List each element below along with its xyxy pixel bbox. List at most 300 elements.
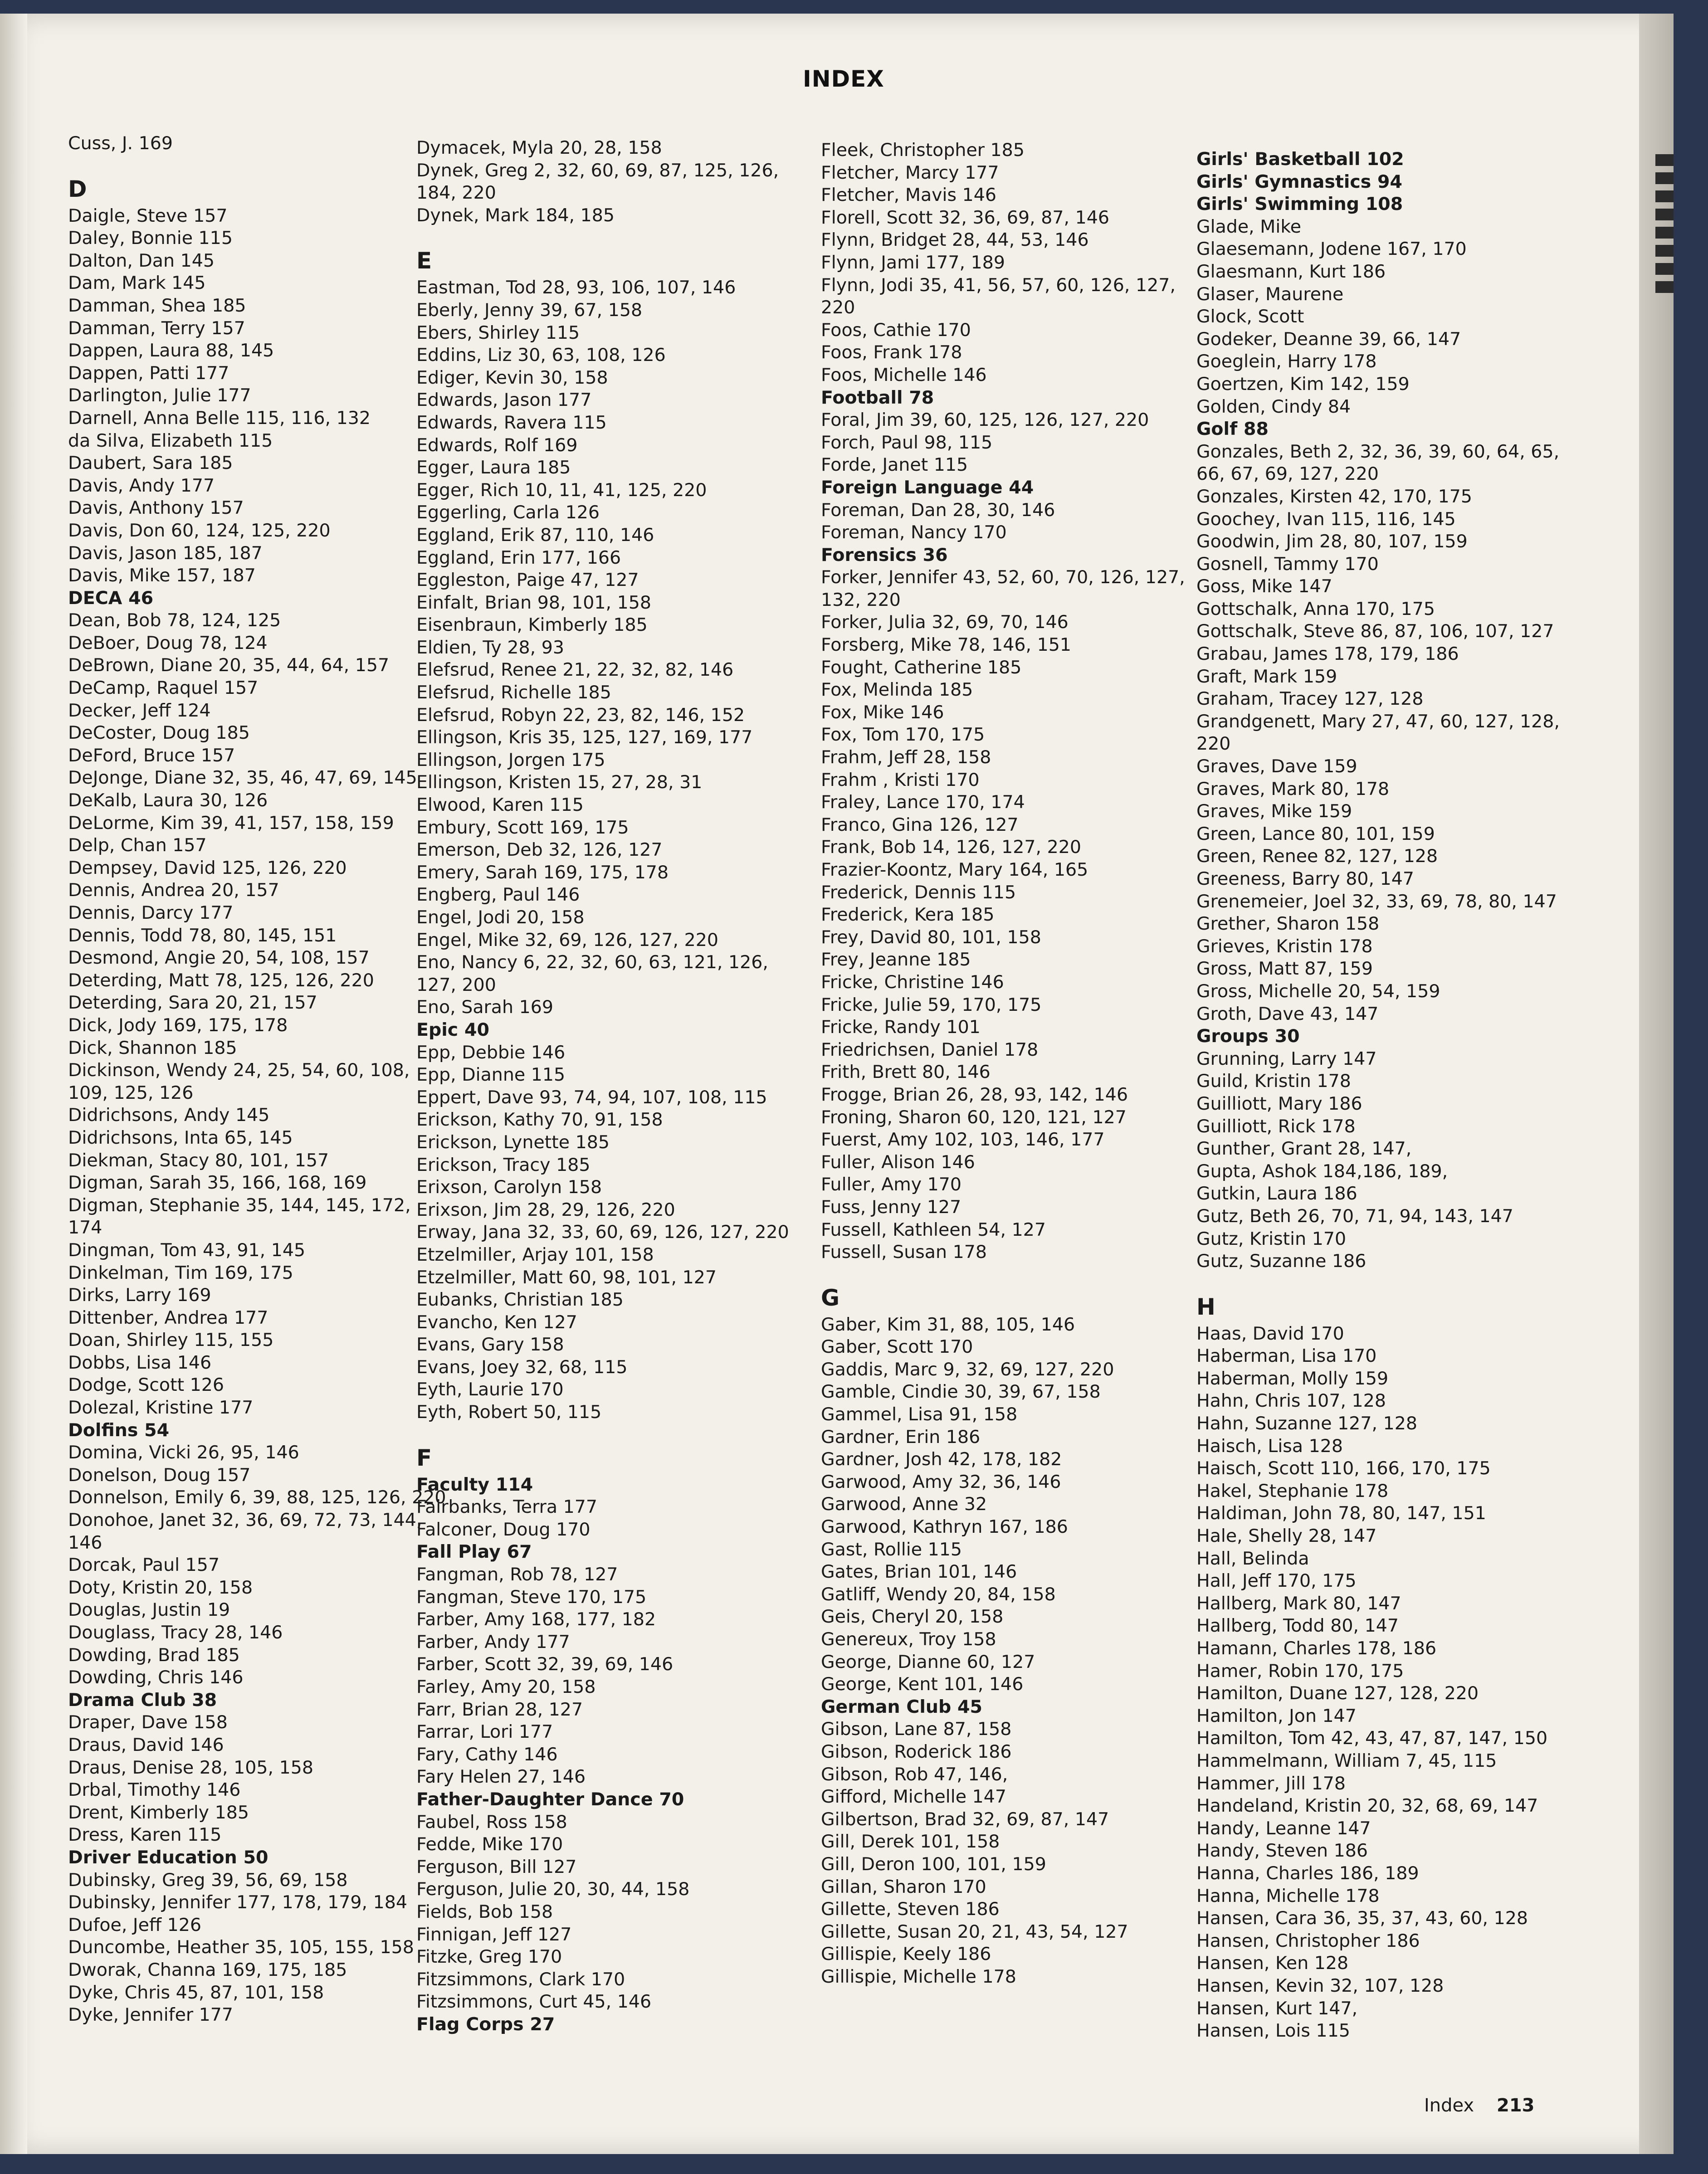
- name-entry: Fox, Melinda 185: [821, 679, 973, 701]
- name-entry: Douglas, Justin 19: [68, 1599, 230, 1621]
- name-entry: Damman, Shea 185: [68, 295, 246, 316]
- name-entry: Gottschalk, Steve 86, 87, 106, 107, 127: [1196, 621, 1554, 642]
- name-entry: Evans, Gary 158: [416, 1334, 564, 1355]
- section-letter: E: [416, 248, 432, 274]
- name-entry: Goodwin, Jim 28, 80, 107, 159: [1196, 531, 1468, 552]
- name-entry: DeLorme, Kim 39, 41, 157, 158, 159: [68, 812, 394, 834]
- name-entry: Franco, Gina 126, 127: [821, 814, 1019, 835]
- topic-entry: Driver Education 50: [68, 1847, 268, 1868]
- section-letter: G: [821, 1284, 840, 1311]
- name-entry: Erixson, Carolyn 158: [416, 1177, 602, 1198]
- index-page: [0, 14, 1674, 2154]
- name-entry: Hahn, Chris 107, 128: [1196, 1390, 1386, 1412]
- index-column-2: [416, 137, 789, 2036]
- topic-entry: Drama Club 38: [68, 1689, 217, 1711]
- name-entry: Goeglein, Harry 178: [1196, 351, 1377, 372]
- section-gap: [68, 155, 446, 173]
- name-entry: 132, 220: [821, 589, 901, 610]
- name-entry: DeBoer, Doug 78, 124: [68, 632, 268, 653]
- name-entry: Handeland, Kristin 20, 32, 68, 69, 147: [1196, 1795, 1538, 1817]
- name-entry: Geis, Cheryl 20, 158: [821, 1606, 1004, 1628]
- name-entry: Foreman, Nancy 170: [821, 522, 1007, 543]
- name-entry: Grabau, James 178, 179, 186: [1196, 643, 1459, 665]
- name-entry: Haisch, Scott 110, 166, 170, 175: [1196, 1458, 1491, 1479]
- name-entry: Gatliff, Wendy 20, 84, 158: [821, 1584, 1056, 1605]
- name-entry: Eubanks, Christian 185: [416, 1289, 624, 1311]
- name-entry: Eldien, Ty 28, 93: [416, 637, 564, 658]
- name-entry: Erway, Jana 32, 33, 60, 69, 126, 127, 220: [416, 1222, 789, 1243]
- name-entry: Fields, Bob 158: [416, 1901, 553, 1922]
- name-entry: Delp, Chan 157: [68, 835, 207, 856]
- name-entry: Frederick, Kera 185: [821, 904, 995, 926]
- name-entry: Edwards, Ravera 115: [416, 412, 607, 433]
- name-entry: Greeness, Barry 80, 147: [1196, 868, 1414, 889]
- name-entry: Dodge, Scott 126: [68, 1375, 224, 1396]
- name-entry: Emery, Sarah 169, 175, 178: [416, 862, 669, 883]
- name-entry: Davis, Jason 185, 187: [68, 542, 263, 564]
- name-entry: Dennis, Andrea 20, 157: [68, 880, 279, 901]
- name-entry: Dolezal, Kristine 177: [68, 1397, 254, 1418]
- name-entry: Goss, Mike 147: [1196, 576, 1332, 597]
- name-entry: Fraley, Lance 170, 174: [821, 792, 1025, 813]
- name-entry: Donnelson, Emily 6, 39, 88, 125, 126, 220: [68, 1487, 446, 1508]
- name-entry: Froning, Sharon 60, 120, 121, 127: [821, 1106, 1127, 1128]
- name-entry: Decker, Jeff 124: [68, 700, 211, 721]
- name-entry: Fitzke, Greg 170: [416, 1946, 562, 1968]
- name-entry: Duncombe, Heather 35, 105, 155, 158: [68, 1937, 414, 1958]
- name-entry: Gibson, Lane 87, 158: [821, 1719, 1012, 1740]
- name-entry: Graft, Mark 159: [1196, 666, 1337, 687]
- name-entry: DeBrown, Diane 20, 35, 44, 64, 157: [68, 655, 390, 676]
- name-entry: Drbal, Timothy 146: [68, 1779, 241, 1801]
- name-entry: Foreman, Dan 28, 30, 146: [821, 499, 1055, 521]
- name-entry: Gutz, Suzanne 186: [1196, 1251, 1366, 1272]
- name-entry: Dowding, Brad 185: [68, 1644, 240, 1666]
- topic-entry: Epic 40: [416, 1019, 489, 1040]
- index-column-3: [821, 139, 1185, 1989]
- name-entry: Forker, Jennifer 43, 52, 60, 70, 126, 127,: [821, 567, 1185, 588]
- name-entry: Grunning, Larry 147: [1196, 1048, 1377, 1069]
- name-entry: Dam, Mark 145: [68, 273, 206, 294]
- name-entry: Edwards, Rolf 169: [416, 434, 578, 456]
- name-entry: Digman, Stephanie 35, 144, 145, 172,: [68, 1194, 411, 1216]
- name-entry: Goochey, Ivan 115, 116, 145: [1196, 508, 1456, 530]
- name-entry: Fletcher, Mavis 146: [821, 185, 997, 206]
- page-gutter: [0, 14, 27, 2154]
- name-entry: Ediger, Kevin 30, 158: [416, 367, 608, 388]
- name-entry: Eastman, Tod 28, 93, 106, 107, 146: [416, 277, 736, 298]
- name-entry: Fuller, Alison 146: [821, 1151, 975, 1173]
- name-entry: Emerson, Deb 32, 126, 127: [416, 839, 663, 861]
- name-entry: Dubinsky, Jennifer 177, 178, 179, 184: [68, 1892, 407, 1913]
- name-entry: DeFord, Bruce 157: [68, 745, 235, 766]
- name-entry: Fary, Cathy 146: [416, 1744, 558, 1765]
- name-entry: 66, 67, 69, 127, 220: [1196, 463, 1379, 485]
- name-entry: Desmond, Angie 20, 54, 108, 157: [68, 947, 370, 969]
- name-entry: Hahn, Suzanne 127, 128: [1196, 1413, 1417, 1434]
- name-entry: Donohoe, Janet 32, 36, 69, 72, 73, 144,: [68, 1510, 422, 1531]
- name-entry: Elwood, Karen 115: [416, 795, 584, 816]
- name-entry: Gardner, Erin 186: [821, 1426, 981, 1448]
- name-entry: Elefsrud, Renee 21, 22, 32, 82, 146: [416, 659, 734, 681]
- name-entry: Grandgenett, Mary 27, 47, 60, 127, 128,: [1196, 711, 1560, 732]
- name-entry: Farr, Brian 28, 127: [416, 1699, 583, 1720]
- name-entry: Fussell, Kathleen 54, 127: [821, 1219, 1046, 1240]
- name-entry: Gillette, Susan 20, 21, 43, 54, 127: [821, 1921, 1128, 1942]
- name-entry: Fricke, Christine 146: [821, 971, 1004, 993]
- name-entry: Haberman, Molly 159: [1196, 1368, 1389, 1389]
- name-entry: Hamilton, Duane 127, 128, 220: [1196, 1683, 1479, 1704]
- name-entry: Green, Renee 82, 127, 128: [1196, 846, 1438, 867]
- name-entry: Graves, Mike 159: [1196, 801, 1352, 822]
- name-entry: Dalton, Dan 145: [68, 250, 215, 271]
- name-entry: Guilliott, Rick 178: [1196, 1116, 1356, 1137]
- name-entry: Draper, Dave 158: [68, 1712, 228, 1733]
- name-entry: Garwood, Amy 32, 36, 146: [821, 1471, 1061, 1492]
- name-entry: Gunther, Grant 28, 147,: [1196, 1138, 1412, 1160]
- name-entry: Davis, Mike 157, 187: [68, 565, 256, 586]
- name-entry: Fleek, Christopher 185: [821, 140, 1025, 161]
- topic-entry: Golf 88: [1196, 419, 1269, 440]
- topic-entry: DECA 46: [68, 587, 154, 609]
- name-entry: Gillispie, Michelle 178: [821, 1966, 1016, 1987]
- name-entry: Drent, Kimberly 185: [68, 1802, 249, 1823]
- name-entry: Hamilton, Jon 147: [1196, 1705, 1357, 1726]
- name-entry: Dirks, Larry 169: [68, 1285, 211, 1306]
- topic-entry: Girls' Gymnastics 94: [1196, 171, 1403, 192]
- name-entry: Graham, Tracey 127, 128: [1196, 688, 1424, 710]
- name-entry: Guilliott, Mary 186: [1196, 1093, 1362, 1114]
- name-entry: Epp, Dianne 115: [416, 1064, 566, 1086]
- name-entry: Hansen, Christopher 186: [1196, 1930, 1420, 1951]
- name-entry: Engberg, Paul 146: [416, 884, 580, 906]
- name-entry: Frith, Brett 80, 146: [821, 1062, 991, 1083]
- topic-entry: German Club 45: [821, 1696, 983, 1717]
- name-entry: Gill, Deron 100, 101, 159: [821, 1853, 1046, 1875]
- name-entry: Green, Lance 80, 101, 159: [1196, 823, 1435, 844]
- name-entry: Hansen, Kevin 32, 107, 128: [1196, 1975, 1444, 1996]
- name-entry: Donelson, Doug 157: [68, 1464, 251, 1486]
- name-entry: Grieves, Kristin 178: [1196, 936, 1373, 957]
- name-entry: Deterding, Matt 78, 125, 126, 220: [68, 970, 374, 991]
- name-entry: Eno, Sarah 169: [416, 997, 553, 1018]
- name-entry: Eggland, Erik 87, 110, 146: [416, 524, 654, 546]
- name-entry: Daley, Bonnie 115: [68, 228, 233, 249]
- name-entry: Egger, Rich 10, 11, 41, 125, 220: [416, 479, 707, 501]
- name-entry: Flynn, Jami 177, 189: [821, 252, 1005, 273]
- name-entry: Fangman, Rob 78, 127: [416, 1564, 618, 1585]
- name-entry: Dickinson, Wendy 24, 25, 54, 60, 108,: [68, 1060, 410, 1081]
- name-entry: Hall, Jeff 170, 175: [1196, 1570, 1357, 1592]
- section-gap: [416, 1424, 789, 1442]
- name-entry: Gross, Matt 87, 159: [1196, 958, 1373, 980]
- name-entry: Genereux, Troy 158: [821, 1629, 996, 1650]
- name-entry: Gaber, Kim 31, 88, 105, 146: [821, 1314, 1075, 1335]
- name-entry: Gill, Derek 101, 158: [821, 1831, 1000, 1852]
- name-entry: Dyke, Jennifer 177: [68, 2004, 234, 2026]
- name-entry: Eyth, Laurie 170: [416, 1379, 564, 1400]
- name-entry: Dappen, Laura 88, 145: [68, 340, 274, 361]
- name-entry: Fuss, Jenny 127: [821, 1196, 961, 1218]
- name-entry: Elefsrud, Robyn 22, 23, 82, 146, 152: [416, 704, 745, 726]
- name-entry: Frey, David 80, 101, 158: [821, 926, 1041, 948]
- section-gap: [416, 227, 789, 245]
- name-entry: Etzelmiller, Arjay 101, 158: [416, 1244, 654, 1265]
- section-gap: [821, 1264, 1185, 1282]
- name-entry: Dynek, Mark 184, 185: [416, 205, 615, 226]
- topic-entry: Faculty 114: [416, 1474, 533, 1495]
- name-entry: Eggland, Erin 177, 166: [416, 547, 621, 568]
- name-entry: Dyke, Chris 45, 87, 101, 158: [68, 1982, 324, 2003]
- name-entry: Frederick, Dennis 115: [821, 882, 1016, 903]
- name-entry: Eno, Nancy 6, 22, 32, 60, 63, 121, 126,: [416, 952, 768, 973]
- edge-tab-marks: [1655, 154, 1674, 299]
- name-entry: Handy, Leanne 147: [1196, 1818, 1371, 1839]
- name-entry: Forde, Janet 115: [821, 454, 968, 476]
- name-entry: Darnell, Anna Belle 115, 116, 132: [68, 407, 371, 429]
- name-entry: Dappen, Patti 177: [68, 362, 229, 384]
- name-entry: Dittenber, Andrea 177: [68, 1307, 268, 1328]
- name-entry: Forsberg, Mike 78, 146, 151: [821, 634, 1072, 656]
- name-entry: Eggerling, Carla 126: [416, 502, 600, 523]
- name-entry: Dorcak, Paul 157: [68, 1555, 220, 1576]
- name-entry: Gaber, Scott 170: [821, 1336, 973, 1358]
- name-entry: Farley, Amy 20, 158: [416, 1677, 596, 1697]
- name-entry: Foos, Cathie 170: [821, 319, 971, 341]
- name-entry: Eggleston, Paige 47, 127: [416, 570, 639, 591]
- name-entry: Fitzsimmons, Curt 45, 146: [416, 1991, 652, 2013]
- name-entry: Fricke, Randy 101: [821, 1017, 981, 1038]
- name-entry: Hamilton, Tom 42, 43, 47, 87, 147, 150: [1196, 1728, 1548, 1749]
- name-entry: Dowding, Chris 146: [68, 1667, 244, 1688]
- name-entry: Daigle, Steve 157: [68, 205, 228, 226]
- name-entry: Hanna, Charles 186, 189: [1196, 1862, 1419, 1884]
- name-entry: Erixson, Jim 28, 29, 126, 220: [416, 1199, 675, 1220]
- name-entry: Domina, Vicki 26, 95, 146: [68, 1442, 299, 1463]
- topic-entry: Dolfins 54: [68, 1419, 170, 1441]
- name-entry: Haisch, Lisa 128: [1196, 1435, 1343, 1457]
- name-entry: Gosnell, Tammy 170: [1196, 553, 1379, 575]
- name-entry: Hansen, Lois 115: [1196, 2020, 1350, 2042]
- name-entry: Forker, Julia 32, 69, 70, 146: [821, 612, 1069, 633]
- section-letter: D: [68, 175, 87, 202]
- name-entry: Farber, Amy 168, 177, 182: [416, 1609, 656, 1630]
- name-entry: Grenemeier, Joel 32, 33, 69, 78, 80, 147: [1196, 891, 1557, 912]
- section-letter: H: [1196, 1293, 1215, 1320]
- name-entry: Hamann, Charles 178, 186: [1196, 1638, 1437, 1659]
- name-entry: Dennis, Todd 78, 80, 145, 151: [68, 925, 337, 946]
- name-entry: Graves, Mark 80, 178: [1196, 778, 1390, 799]
- name-entry: Fought, Catherine 185: [821, 657, 1022, 678]
- name-entry: Draus, David 146: [68, 1734, 224, 1755]
- name-entry: Didrichsons, Andy 145: [68, 1105, 270, 1126]
- name-entry: Gardner, Josh 42, 178, 182: [821, 1449, 1062, 1470]
- name-entry: Darlington, Julie 177: [68, 385, 251, 406]
- name-entry: Frahm, Jeff 28, 158: [821, 747, 991, 768]
- name-entry: Hale, Shelly 28, 147: [1196, 1526, 1377, 1547]
- name-entry: Dymacek, Myla 20, 28, 158: [416, 137, 662, 158]
- name-entry: Fuller, Amy 170: [821, 1174, 962, 1195]
- name-entry: Deterding, Sara 20, 21, 157: [68, 992, 317, 1014]
- name-entry: Dean, Bob 78, 124, 125: [68, 610, 281, 631]
- name-entry: Fox, Tom 170, 175: [821, 724, 985, 746]
- name-entry: Eisenbraun, Kimberly 185: [416, 614, 648, 636]
- topic-entry: Groups 30: [1196, 1026, 1300, 1047]
- name-entry: Evans, Joey 32, 68, 115: [416, 1356, 628, 1378]
- name-entry: Dynek, Greg 2, 32, 60, 69, 87, 125, 126,: [416, 160, 779, 181]
- topic-entry: Father-Daughter Dance 70: [416, 1789, 684, 1810]
- name-entry: Hallberg, Todd 80, 147: [1196, 1615, 1399, 1637]
- name-entry: Friedrichsen, Daniel 178: [821, 1039, 1039, 1060]
- name-entry: Engel, Jodi 20, 158: [416, 907, 585, 928]
- name-entry: Forch, Paul 98, 115: [821, 432, 993, 453]
- name-entry: Eppert, Dave 93, 74, 94, 107, 108, 115: [416, 1087, 767, 1108]
- name-entry: Frahm , Kristi 170: [821, 769, 980, 790]
- name-entry: Gottschalk, Anna 170, 175: [1196, 598, 1435, 619]
- name-entry: Dinkelman, Tim 169, 175: [68, 1262, 293, 1283]
- topic-entry: Girls' Basketball 102: [1196, 149, 1404, 170]
- name-entry: Dobbs, Lisa 146: [68, 1352, 212, 1373]
- name-entry: Erickson, Lynette 185: [416, 1131, 610, 1153]
- name-entry: 174: [68, 1217, 102, 1238]
- name-entry: Fary Helen 27, 146: [416, 1766, 586, 1788]
- name-entry: Frazier-Koontz, Mary 164, 165: [821, 859, 1088, 880]
- name-entry: Epp, Debbie 146: [416, 1042, 566, 1063]
- name-entry: Fox, Mike 146: [821, 702, 944, 723]
- name-entry: Embury, Scott 169, 175: [416, 817, 629, 838]
- name-entry: Fairbanks, Terra 177: [416, 1496, 598, 1518]
- name-entry: Hammer, Jill 178: [1196, 1773, 1346, 1794]
- name-entry: Ferguson, Julie 20, 30, 44, 158: [416, 1879, 690, 1900]
- name-entry: Gillan, Sharon 170: [821, 1876, 986, 1897]
- index-column-1: [68, 132, 446, 2027]
- name-entry: Didrichsons, Inta 65, 145: [68, 1127, 293, 1148]
- name-entry: 220: [821, 297, 855, 318]
- name-entry: Dress, Karen 115: [68, 1824, 222, 1846]
- name-entry: Gutz, Kristin 170: [1196, 1228, 1347, 1249]
- name-entry: Foral, Jim 39, 60, 125, 126, 127, 220: [821, 409, 1149, 431]
- name-entry: Flynn, Bridget 28, 44, 53, 146: [821, 229, 1089, 251]
- name-entry: Flynn, Jodi 35, 41, 56, 57, 60, 126, 127,: [821, 274, 1176, 296]
- topic-entry: Girls' Swimming 108: [1196, 194, 1403, 215]
- name-entry: Garwood, Kathryn 167, 186: [821, 1516, 1068, 1538]
- name-entry: 127, 200: [416, 974, 496, 995]
- name-entry: Egger, Laura 185: [416, 457, 571, 478]
- name-entry: Fedde, Mike 170: [416, 1834, 563, 1855]
- topic-entry: Foreign Language 44: [821, 477, 1034, 498]
- name-entry: Guild, Kristin 178: [1196, 1071, 1351, 1092]
- name-entry: da Silva, Elizabeth 115: [68, 430, 273, 451]
- name-entry: Davis, Anthony 157: [68, 497, 244, 519]
- name-entry: George, Kent 101, 146: [821, 1674, 1024, 1695]
- name-entry: Handy, Steven 186: [1196, 1840, 1368, 1862]
- name-entry: Etzelmiller, Matt 60, 98, 101, 127: [416, 1267, 717, 1288]
- name-entry: Grether, Sharon 158: [1196, 913, 1380, 935]
- name-entry: Ellingson, Kristen 15, 27, 28, 31: [416, 772, 703, 793]
- name-entry: Engel, Mike 32, 69, 126, 127, 220: [416, 929, 718, 951]
- name-entry: Dempsey, David 125, 126, 220: [68, 857, 347, 878]
- name-entry: Frank, Bob 14, 126, 127, 220: [821, 837, 1081, 858]
- name-entry: Hanna, Michelle 178: [1196, 1885, 1380, 1906]
- name-entry: Ellingson, Kris 35, 125, 127, 169, 177: [416, 727, 753, 748]
- name-entry: Draus, Denise 28, 105, 158: [68, 1757, 314, 1778]
- name-entry: Fletcher, Marcy 177: [821, 162, 999, 183]
- name-entry: Gammel, Lisa 91, 158: [821, 1404, 1018, 1425]
- name-entry: Glaesmann, Kurt 186: [1196, 261, 1386, 282]
- index-column-4: [1196, 148, 1560, 2042]
- name-entry: Gast, Rollie 115: [821, 1539, 962, 1560]
- name-entry: Dubinsky, Greg 39, 56, 69, 158: [68, 1869, 348, 1891]
- name-entry: Goertzen, Kim 142, 159: [1196, 373, 1410, 395]
- name-entry: Gillispie, Keely 186: [821, 1944, 991, 1965]
- name-entry: Eddins, Liz 30, 63, 108, 126: [416, 345, 666, 366]
- name-entry: Garwood, Anne 32: [821, 1494, 987, 1515]
- footer-label: Index: [1424, 2095, 1474, 2116]
- name-entry: 146: [68, 1532, 102, 1553]
- name-entry: 220: [1196, 733, 1231, 755]
- name-entry: Hansen, Kurt 147,: [1196, 1998, 1358, 2019]
- name-entry: Gamble, Cindie 30, 39, 67, 158: [821, 1381, 1101, 1403]
- name-entry: Elefsrud, Richelle 185: [416, 682, 611, 703]
- name-entry: Ferguson, Bill 127: [416, 1856, 577, 1877]
- name-entry: Fitzsimmons, Clark 170: [416, 1969, 625, 1990]
- name-entry: Eberly, Jenny 39, 67, 158: [416, 299, 643, 321]
- name-entry: Einfalt, Brian 98, 101, 158: [416, 592, 652, 613]
- name-entry: Glade, Mike: [1196, 216, 1302, 237]
- name-entry: DeJonge, Diane 32, 35, 46, 47, 69, 145: [68, 767, 417, 789]
- name-entry: Gillette, Steven 186: [821, 1899, 1000, 1920]
- name-entry: Glaser, Maurene: [1196, 283, 1344, 305]
- name-entry: Hakel, Stephanie 178: [1196, 1480, 1389, 1501]
- name-entry: Doan, Shirley 115, 155: [68, 1330, 274, 1351]
- name-entry: Daubert, Sara 185: [68, 453, 233, 474]
- topic-entry: Football 78: [821, 387, 934, 408]
- name-entry: Falconer, Doug 170: [416, 1519, 590, 1540]
- topic-entry: Forensics 36: [821, 544, 948, 565]
- name-entry: Graves, Dave 159: [1196, 756, 1357, 777]
- name-entry: Gonzales, Beth 2, 32, 36, 39, 60, 64, 65,: [1196, 441, 1560, 462]
- name-entry: Hansen, Cara 36, 35, 37, 43, 60, 128: [1196, 1908, 1528, 1929]
- name-entry: Foos, Michelle 146: [821, 364, 987, 385]
- name-entry: Dingman, Tom 43, 91, 145: [68, 1239, 306, 1261]
- name-entry: Gilbertson, Brad 32, 69, 87, 147: [821, 1808, 1109, 1830]
- section-letter: F: [416, 1444, 432, 1471]
- name-entry: Haldiman, John 78, 80, 147, 151: [1196, 1503, 1486, 1524]
- name-entry: Davis, Don 60, 124, 125, 220: [68, 520, 331, 541]
- topic-entry: Fall Play 67: [416, 1541, 532, 1563]
- name-entry: Gibson, Roderick 186: [821, 1741, 1012, 1762]
- name-entry: DeCoster, Doug 185: [68, 722, 250, 744]
- name-entry: Erickson, Tracy 185: [416, 1154, 590, 1175]
- name-entry: DeCamp, Raquel 157: [68, 678, 259, 699]
- name-entry: Fangman, Steve 170, 175: [416, 1586, 647, 1608]
- name-entry: Groth, Dave 43, 147: [1196, 1003, 1379, 1024]
- name-entry: Gifford, Michelle 147: [821, 1786, 1007, 1808]
- name-entry: George, Dianne 60, 127: [821, 1651, 1035, 1672]
- name-entry: Dick, Shannon 185: [68, 1037, 237, 1058]
- name-entry: Diekman, Stacy 80, 101, 157: [68, 1150, 329, 1171]
- name-entry: Farrar, Lori 177: [416, 1721, 553, 1743]
- name-entry: Florell, Scott 32, 36, 69, 87, 146: [821, 207, 1109, 228]
- name-entry: Hamer, Robin 170, 175: [1196, 1660, 1404, 1682]
- name-entry: Damman, Terry 157: [68, 317, 245, 339]
- name-entry: Hammelmann, William 7, 45, 115: [1196, 1750, 1497, 1771]
- page-title: INDEX: [803, 66, 884, 92]
- name-entry: Haberman, Lisa 170: [1196, 1345, 1377, 1367]
- name-entry: Gibson, Rob 47, 146,: [821, 1764, 1008, 1785]
- name-entry: Dufoe, Jeff 126: [68, 1914, 202, 1935]
- name-entry: Farber, Scott 32, 39, 69, 146: [416, 1654, 673, 1675]
